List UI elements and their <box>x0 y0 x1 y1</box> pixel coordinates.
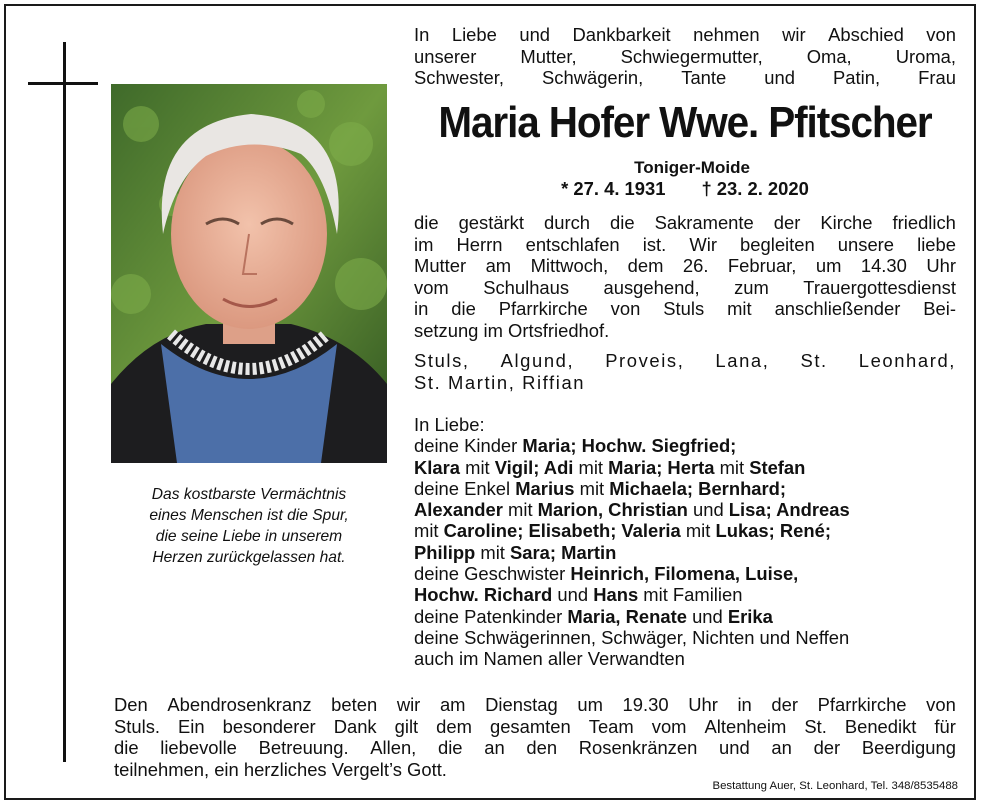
motto-line: die seine Liebe in unserem <box>155 528 343 545</box>
cross-vertical-bar <box>63 42 66 762</box>
word: teilnehmen, ein herzliches Vergelt’s Gott. <box>114 758 447 780</box>
relation-text: deine Schwägerinnen, Schwäger, Nichten und Neffen <box>414 626 850 648</box>
deceased-name: Maria Hofer Wwe. Pfitscher <box>438 98 932 147</box>
word: Frau <box>918 67 956 88</box>
word: Schwiegermutter, <box>620 45 763 67</box>
mourners-line <box>414 499 956 520</box>
word: Pfarrkirche <box>498 298 588 319</box>
mourner-names: Maria; Hochw. Siegfried; <box>522 435 737 457</box>
relation-text: mit <box>573 456 609 478</box>
word: gesamten <box>489 715 571 737</box>
mourner-names: Alexander <box>414 499 503 521</box>
portrait-photo <box>111 84 387 463</box>
obituary-notice <box>4 4 976 800</box>
farm-name: Toniger-Moide <box>634 158 750 177</box>
word: wir <box>396 694 421 715</box>
word: am <box>439 694 466 715</box>
word: an <box>771 737 792 758</box>
mourners-line <box>414 520 956 541</box>
word: den <box>526 737 558 758</box>
relation-text: deine Enkel <box>414 477 516 499</box>
word: im <box>414 233 434 255</box>
locations-line <box>414 372 956 394</box>
mourners-line <box>414 457 956 478</box>
mourner-names: Hans <box>593 584 639 606</box>
cross-horizontal-bar <box>28 82 98 85</box>
word: die <box>437 737 463 758</box>
word: In <box>414 24 430 45</box>
intro-line <box>414 24 956 46</box>
word: Bei- <box>923 298 956 319</box>
word: Stuls <box>663 298 705 319</box>
undertaker-info: Bestattung Auer, St. Leonhard, Tel. 348/8535488 <box>712 780 958 792</box>
word: Oma, <box>806 45 852 67</box>
mourners-line <box>414 542 956 563</box>
word: Uroma, <box>895 45 956 67</box>
word: Dienstag <box>485 694 558 715</box>
relation-text: und <box>687 499 729 521</box>
closing-line <box>114 694 956 716</box>
word: vom <box>651 715 687 737</box>
word: 26. <box>682 255 709 276</box>
word: ist. <box>642 233 667 255</box>
portrait-illustration <box>111 84 387 463</box>
intro-line <box>414 46 956 68</box>
word: gestärkt <box>458 212 524 233</box>
mourner-names: Caroline; Elisabeth; Valeria <box>443 520 681 542</box>
motto-line: Herzen zurückgelassen hat. <box>152 549 346 566</box>
word: und <box>719 737 750 758</box>
word: und <box>764 67 795 88</box>
relation-text: und <box>686 605 728 627</box>
word: von <box>610 298 641 319</box>
word: mit <box>727 298 752 319</box>
family-locations <box>414 350 956 393</box>
mourners-line <box>414 606 956 627</box>
word: Patin, <box>833 67 881 88</box>
mourner-names: Maria; Herta <box>608 456 715 478</box>
word: begleiten <box>740 233 815 255</box>
details-line <box>414 277 956 299</box>
word: um <box>815 255 842 276</box>
word: Stuls. <box>114 715 160 737</box>
mourner-names: Vigil; Adi <box>494 456 574 478</box>
word: Tante <box>681 67 727 88</box>
mourner-names: Marius <box>515 477 575 499</box>
word: ausgehend, <box>603 276 700 298</box>
mourner-names: Marion, Christian <box>537 499 688 521</box>
mourner-names: Philipp <box>414 541 476 563</box>
mourner-names: Michaela; Bernhard; <box>609 477 787 499</box>
details-line <box>414 212 956 234</box>
details-line <box>414 298 956 320</box>
motto-line: eines Menschen ist die Spur, <box>149 507 349 524</box>
details-line <box>414 234 956 256</box>
word: Abendrosenkranz <box>167 694 312 715</box>
mourners-line <box>414 627 956 648</box>
relation-text: mit <box>475 541 511 563</box>
word: 14.30 <box>860 255 907 276</box>
word: Trauergottesdienst <box>803 276 956 298</box>
relation-text: deine Kinder <box>414 435 523 457</box>
word: Uhr <box>688 694 718 715</box>
relation-text: mit <box>460 456 495 478</box>
word: wir <box>782 24 806 45</box>
word: von <box>926 24 956 45</box>
word: Stuls, <box>414 350 470 371</box>
word: nehmen <box>693 24 760 45</box>
mourner-names: Hochw. Richard <box>414 584 553 606</box>
word: der <box>813 737 841 758</box>
relation-text: mit <box>680 520 716 542</box>
word: Februar, <box>727 255 797 276</box>
word: Mutter <box>414 255 467 276</box>
details-line <box>414 320 956 342</box>
word: Rosenkränzen <box>578 737 698 758</box>
mourner-names: Lisa; Andreas <box>728 499 850 521</box>
word: Den <box>114 694 148 715</box>
life-dates <box>414 178 956 200</box>
word: entschlafen <box>525 233 620 255</box>
word: beten <box>331 694 378 715</box>
word: Dankbarkeit <box>572 24 671 45</box>
word: an <box>484 737 505 758</box>
word: Ein <box>178 715 205 737</box>
word: friedlich <box>892 212 956 233</box>
word: die <box>114 737 139 758</box>
word: unsere <box>837 233 895 255</box>
word: anschließender <box>774 298 901 319</box>
word: Mutter, <box>520 45 577 67</box>
motto-line: Das kostbarste Vermächtnis <box>151 486 347 503</box>
mourners-line <box>414 435 956 456</box>
closing-line <box>114 716 956 738</box>
mourner-names: Heinrich, Filomena, Luise, <box>570 563 799 585</box>
word: Pfarrkirche <box>817 694 907 715</box>
word: Beerdigung <box>861 737 956 758</box>
word: besonderer <box>222 715 316 737</box>
word: liebe <box>917 233 956 255</box>
word: 19.30 <box>622 694 669 715</box>
mourners-line <box>414 478 956 499</box>
mourner-names: Erika <box>727 605 773 627</box>
mourners-list <box>414 414 956 670</box>
birth-date: * 27. 4. 1931 <box>561 178 666 199</box>
word: Wir <box>689 233 717 255</box>
funeral-details <box>414 212 956 341</box>
relation-text: mit <box>714 456 750 478</box>
word: Leonhard, <box>858 350 956 371</box>
word: Herrn <box>456 233 503 255</box>
word: Algund, <box>500 350 575 371</box>
closing-text <box>114 694 956 780</box>
intro-text <box>414 24 956 89</box>
word: am <box>485 255 512 276</box>
death-date: † 23. 2. 2020 <box>701 178 809 199</box>
mourners-line <box>414 648 956 669</box>
word: durch <box>544 212 591 233</box>
word: Schwägerin, <box>542 67 644 88</box>
memorial-motto <box>106 484 392 568</box>
details-line <box>414 255 956 277</box>
word: vom <box>414 276 449 298</box>
word: die <box>451 298 476 319</box>
word: Lana, <box>715 350 770 371</box>
word: Mittwoch, <box>530 255 609 276</box>
word: um <box>577 694 603 715</box>
word: Betreuung. <box>258 737 349 758</box>
mourners-line <box>414 563 956 584</box>
word: für <box>934 715 956 737</box>
word: der <box>773 212 801 233</box>
mourner-names: Lukas; René; <box>715 520 831 542</box>
word: setzung im Ortsfriedhof. <box>414 319 610 341</box>
relation-text: deine Geschwister <box>414 563 571 585</box>
word: die <box>414 212 439 233</box>
word: unserer <box>414 45 477 67</box>
mourner-names: Stefan <box>749 456 806 478</box>
word: Sakramente <box>654 212 754 233</box>
word: Benedikt <box>844 715 917 737</box>
word: liebevolle <box>160 737 237 758</box>
word: in <box>737 694 752 715</box>
relation-text: mit <box>414 520 444 542</box>
mourners-intro: In Liebe: <box>414 414 485 435</box>
relation-text: mit <box>574 477 610 499</box>
relation-text: auch im Namen aller Verwandten <box>414 648 685 670</box>
word: St. Martin, Riffian <box>414 371 586 393</box>
word: Schwester, <box>414 67 504 88</box>
word: Dank <box>333 715 377 737</box>
relation-text: und <box>552 584 594 606</box>
word: der <box>771 694 798 715</box>
word: dem <box>436 715 472 737</box>
word: gilt <box>394 715 419 737</box>
mourner-names: Maria, Renate <box>567 605 687 627</box>
relation-text: mit Familien <box>638 584 743 606</box>
word: die <box>610 212 635 233</box>
mourner-names: Klara <box>414 456 461 478</box>
word: in <box>414 298 429 319</box>
relation-text: mit <box>502 499 538 521</box>
word: Uhr <box>926 255 956 276</box>
relation-text: deine Patenkinder <box>414 605 568 627</box>
mourner-names: Sara; Martin <box>510 541 617 563</box>
word: von <box>926 694 956 715</box>
word: Abschied <box>828 24 904 45</box>
word: Allen, <box>370 737 417 758</box>
word: Team <box>588 715 634 737</box>
word: dem <box>627 255 664 276</box>
word: Liebe <box>451 24 497 45</box>
word: St. <box>800 350 828 371</box>
word: Kirche <box>820 212 873 233</box>
word: Altenheim <box>704 715 787 737</box>
word: zum <box>734 276 769 298</box>
closing-line <box>114 737 956 759</box>
mourners-line <box>414 584 956 605</box>
locations-line <box>414 350 956 372</box>
intro-line <box>414 67 956 89</box>
word: Proveis, <box>605 350 685 371</box>
closing-line <box>114 759 956 781</box>
word: und <box>519 24 551 45</box>
word: St. <box>804 715 827 737</box>
word: Schulhaus <box>483 276 570 298</box>
